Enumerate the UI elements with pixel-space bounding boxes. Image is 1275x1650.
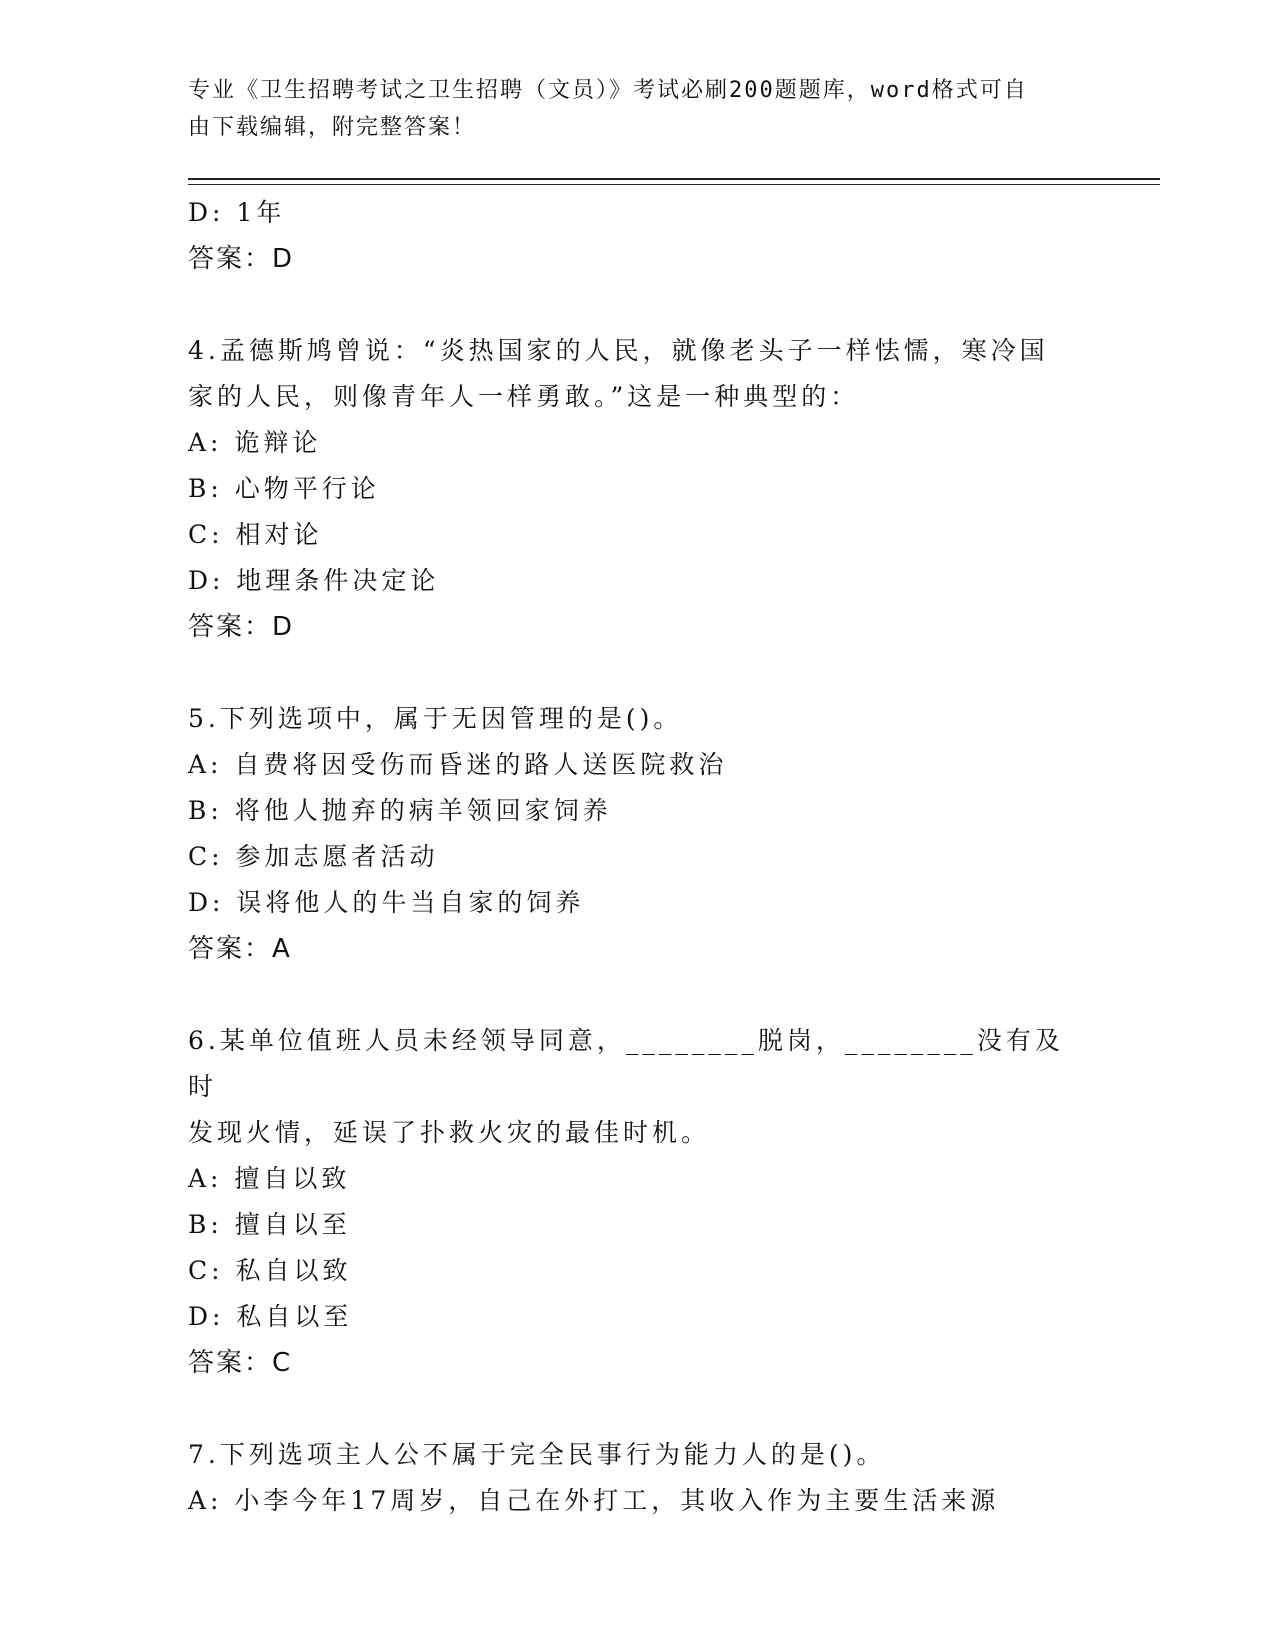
question-6-text-line-2: 发现火情，延误了扑救火灾的最佳时机。 [188, 1118, 711, 1147]
question-6 [188, 1018, 1068, 1386]
question-4 [188, 328, 1068, 650]
spacer [188, 972, 1068, 1018]
question-6-option-b: B: 擅自以至 [188, 1210, 351, 1239]
question-list [188, 190, 1068, 1524]
question-6-option-c: C: 私自以致 [188, 1256, 352, 1285]
question-4-option-a: A: 诡辩论 [188, 428, 322, 457]
question-7-option-a: A: 小李今年17周岁，自己在外打工，其收入作为主要生活来源 [188, 1486, 1000, 1515]
question-6-option-a: A: 擅自以致 [188, 1164, 351, 1193]
question-4-text-line-1: 4.孟德斯鸠曾说：“炎热国家的人民，就像老头子一样怯懦，寒冷国 [188, 336, 1049, 365]
spacer [188, 1386, 1068, 1432]
question-4-option-b: B: 心物平行论 [188, 474, 380, 503]
question-6-text-line-1: 6.某单位值班人员未经领导同意，________脱岗，________没有及时 [188, 1026, 1064, 1101]
document-header [188, 72, 1068, 146]
header-line-1: 专业《卫生招聘考试之卫生招聘（文员）》考试必刷200题题库，word格式可自 [188, 78, 1028, 103]
question-6-option-d: D: 私自以至 [188, 1302, 353, 1331]
spacer [188, 282, 1068, 328]
prev-answer: 答案：D [188, 244, 295, 274]
question-5-option-c: C: 参加志愿者活动 [188, 842, 439, 871]
question-5-option-a: A: 自费将因受伤而昏迷的路人送医院救治 [188, 750, 728, 779]
question-5 [188, 696, 1068, 972]
header-divider-thin [188, 184, 1160, 185]
question-5-option-d: D: 误将他人的牛当自家的饲养 [188, 888, 585, 917]
prev-option-d: D: 1年 [188, 198, 286, 227]
question-4-answer: 答案：D [188, 612, 295, 642]
question-4-option-c: C: 相对论 [188, 520, 323, 549]
question-5-text-line-1: 5.下列选项中，属于无因管理的是()。 [188, 704, 683, 733]
header-divider-thick [188, 178, 1160, 180]
spacer [188, 650, 1068, 696]
header-line-2: 由下载编辑，附完整答案！ [188, 115, 477, 140]
question-5-answer: 答案：A [188, 934, 292, 964]
question-5-option-b: B: 将他人抛弃的病羊领回家饲养 [188, 796, 612, 825]
question-7-text-line-1: 7.下列选项主人公不属于完全民事行为能力人的是()。 [188, 1440, 886, 1469]
question-4-option-d: D: 地理条件决定论 [188, 566, 440, 595]
question-7 [188, 1432, 1068, 1524]
question-6-answer: 答案：C [188, 1348, 293, 1378]
question-4-text-line-2: 家的人民，则像青年人一样勇敢。”这是一种典型的： [188, 382, 860, 411]
